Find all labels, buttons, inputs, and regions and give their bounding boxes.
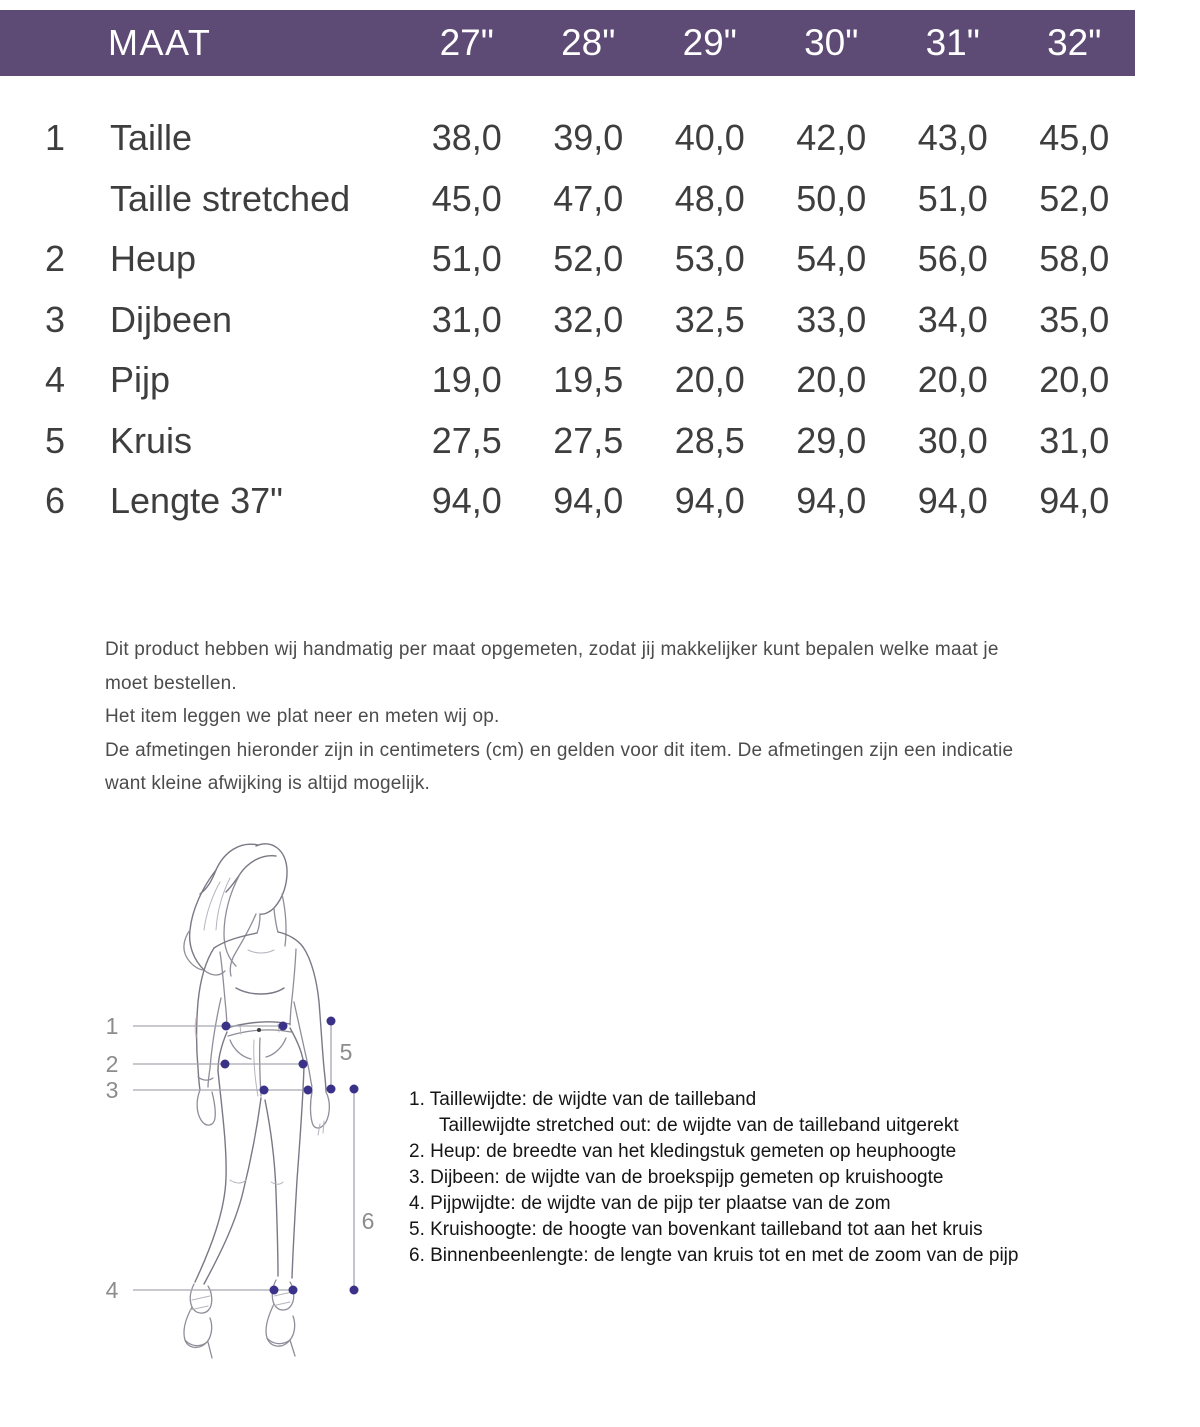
measurement-figure-sketch xyxy=(90,830,410,1410)
size-column-header: 32" xyxy=(1047,22,1102,63)
cell-value: 56,0 xyxy=(917,238,988,280)
legend-item: 1. Taillewijdte: de wijdte van de tailleband xyxy=(409,1089,757,1110)
cell-value: 20,0 xyxy=(1039,359,1110,401)
woman-sketch xyxy=(184,844,329,1358)
legend-item: Taillewijdte stretched out: de wijdte van de tailleband uitgerekt xyxy=(439,1115,959,1136)
marker-label-4: 4 xyxy=(105,1277,119,1303)
row-number: 5 xyxy=(45,419,66,461)
cell-value: 32,5 xyxy=(674,298,745,340)
cell-value: 19,5 xyxy=(553,359,624,401)
legend-item: 2. Heup: de breedte van het kledingstuk gemeten op heuphoogte xyxy=(409,1141,957,1162)
row-number: 6 xyxy=(45,480,66,522)
marker-label-5: 5 xyxy=(339,1039,353,1065)
description-paragraph: De afmetingen hieronder zijn in centimeters (cm) en gelden voor dit item. De afmetingen zijn een indicatie want kleine afwijking is altijd mogelijk. xyxy=(105,739,1014,794)
row-number: 2 xyxy=(45,238,66,280)
table-row xyxy=(0,411,1135,472)
row-label: Dijbeen xyxy=(110,298,233,340)
measurement-description xyxy=(105,633,1035,801)
legend-item: 3. Dijbeen: de wijdte van de broekspijp gemeten op kruishoogte xyxy=(409,1167,944,1188)
size-column-header: 29" xyxy=(682,22,737,63)
cell-value: 38,0 xyxy=(431,117,502,159)
cell-value: 94,0 xyxy=(431,480,502,522)
cell-value: 35,0 xyxy=(1039,298,1110,340)
size-column-header: 28" xyxy=(561,22,616,63)
cell-value: 33,0 xyxy=(796,298,867,340)
row-number: 3 xyxy=(45,298,66,340)
row-label: Kruis xyxy=(110,419,193,461)
row-label: Taille xyxy=(110,117,193,159)
cell-value: 30,0 xyxy=(917,419,988,461)
cell-value: 52,0 xyxy=(553,238,624,280)
size-column-header: 30" xyxy=(804,22,859,63)
table-row xyxy=(0,350,1135,411)
marker-label-3: 3 xyxy=(105,1077,119,1103)
row-label: Pijp xyxy=(110,359,171,401)
cell-value: 58,0 xyxy=(1039,238,1110,280)
cell-value: 27,5 xyxy=(431,419,502,461)
cell-value: 51,0 xyxy=(431,238,502,280)
measurement-markers xyxy=(106,1013,375,1303)
cell-value: 94,0 xyxy=(674,480,745,522)
table-row xyxy=(0,169,1135,230)
cell-value: 50,0 xyxy=(796,177,867,219)
legend-item: 6. Binnenbeenlengte: de lengte van kruis tot en met de zoom van de pijp xyxy=(409,1245,1019,1266)
cell-value: 39,0 xyxy=(553,117,624,159)
row-number: 4 xyxy=(45,359,66,401)
legend-item: 5. Kruishoogte: de hoogte van bovenkant tailleband tot aan het kruis xyxy=(409,1219,983,1240)
cell-value: 45,0 xyxy=(431,177,502,219)
cell-value: 31,0 xyxy=(431,298,502,340)
cell-value: 27,5 xyxy=(553,419,624,461)
marker-label-6: 6 xyxy=(361,1208,375,1234)
size-column-header: 31" xyxy=(925,22,980,63)
table-row xyxy=(0,229,1135,290)
cell-value: 40,0 xyxy=(674,117,745,159)
description-paragraph: Dit product hebben wij handmatig per maat opgemeten, zodat jij makkelijker kunt bepalen welke maat je moet bestellen. xyxy=(105,639,999,694)
cell-value: 53,0 xyxy=(674,238,745,280)
size-column-header: 27" xyxy=(439,22,494,63)
cell-value: 51,0 xyxy=(917,177,988,219)
cell-value: 48,0 xyxy=(674,177,745,219)
row-label: Heup xyxy=(110,238,197,280)
cell-value: 94,0 xyxy=(1039,480,1110,522)
table-row xyxy=(0,108,1135,169)
cell-value: 43,0 xyxy=(917,117,988,159)
description-paragraph: Het item leggen we plat neer en meten wij op. xyxy=(105,706,500,727)
maat-header-label: MAAT xyxy=(108,22,212,63)
legend-item: 4. Pijpwijdte: de wijdte van de pijp ter plaatse van de zom xyxy=(409,1193,891,1214)
cell-value: 31,0 xyxy=(1039,419,1110,461)
marker-label-1: 1 xyxy=(105,1013,119,1039)
cell-value: 42,0 xyxy=(796,117,867,159)
cell-value: 94,0 xyxy=(796,480,867,522)
cell-value: 20,0 xyxy=(674,359,745,401)
cell-value: 20,0 xyxy=(796,359,867,401)
marker-label-2: 2 xyxy=(105,1051,119,1077)
cell-value: 94,0 xyxy=(917,480,988,522)
cell-value: 45,0 xyxy=(1039,117,1110,159)
cell-value: 28,5 xyxy=(674,419,745,461)
cell-value: 94,0 xyxy=(553,480,624,522)
size-table xyxy=(0,108,1135,532)
cell-value: 32,0 xyxy=(553,298,624,340)
cell-value: 20,0 xyxy=(917,359,988,401)
cell-value: 34,0 xyxy=(917,298,988,340)
row-label: Taille stretched xyxy=(110,177,351,219)
row-label: Lengte 37" xyxy=(110,480,283,522)
cell-value: 29,0 xyxy=(796,419,867,461)
size-table-header xyxy=(0,10,1135,76)
cell-value: 19,0 xyxy=(431,359,502,401)
row-number: 1 xyxy=(45,117,66,159)
table-row xyxy=(0,290,1135,351)
cell-value: 47,0 xyxy=(553,177,624,219)
cell-value: 54,0 xyxy=(796,238,867,280)
table-row xyxy=(0,471,1135,532)
cell-value: 52,0 xyxy=(1039,177,1110,219)
measurement-legend xyxy=(409,1087,1018,1269)
